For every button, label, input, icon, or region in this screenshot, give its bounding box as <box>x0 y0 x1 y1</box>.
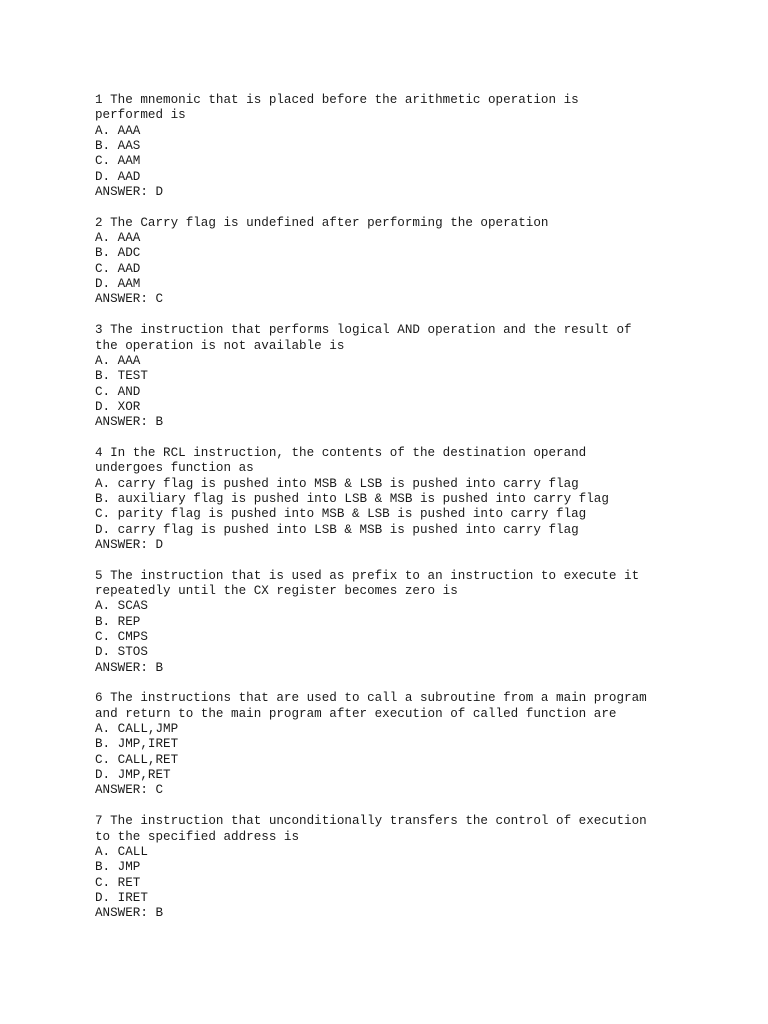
option-d: D. carry flag is pushed into LSB & MSB is pushed into carry flag <box>95 522 579 537</box>
option-c: C. RET <box>95 875 141 890</box>
option-d: D. IRET <box>95 890 148 905</box>
question-text: undergoes function as <box>95 461 254 476</box>
answer: ANSWER: C <box>95 292 164 307</box>
option-d: D. AAM <box>95 277 141 292</box>
question-text: repeatedly until the CX register becomes zero is <box>95 584 458 598</box>
question-text: 7 The instruction that unconditionally transfers the control of execution <box>95 814 647 829</box>
question-text: the operation is not available is <box>95 338 345 353</box>
answer: ANSWER: D <box>95 537 164 552</box>
question-2 <box>95 216 735 308</box>
answer: ANSWER: B <box>95 415 164 430</box>
option-a: A. AAA <box>95 123 141 138</box>
option-a: A. CALL <box>95 844 148 859</box>
question-6 <box>95 691 735 798</box>
question-text: 4 In the RCL instruction, the contents of the destination operand <box>95 445 587 460</box>
question-1 <box>95 93 735 200</box>
answer: ANSWER: D <box>95 185 164 200</box>
option-a: A. AAA <box>95 353 141 368</box>
option-b: B. auxiliary flag is pushed into LSB & MSB is pushed into carry flag <box>95 491 609 506</box>
answer: ANSWER: C <box>95 783 164 798</box>
option-b: B. AAS <box>95 139 141 154</box>
option-d: D. JMP,RET <box>95 768 171 783</box>
question-text: 2 The Carry flag is undefined after performing the operation <box>95 215 549 230</box>
option-c: C. AND <box>95 384 141 399</box>
answer: ANSWER: B <box>95 906 164 921</box>
question-7 <box>95 814 735 921</box>
option-c: C. parity flag is pushed into MSB & LSB is pushed into carry flag <box>95 507 587 522</box>
option-a: A. carry flag is pushed into MSB & LSB is pushed into carry flag <box>95 476 579 491</box>
option-a: A. CALL,JMP <box>95 722 179 737</box>
option-b: B. JMP <box>95 860 141 875</box>
option-c: C. CALL,RET <box>95 752 179 767</box>
question-4 <box>95 446 735 553</box>
option-a: A. SCAS <box>95 599 148 614</box>
option-c: C. AAD <box>95 261 141 276</box>
question-3 <box>95 323 735 430</box>
option-d: D. AAD <box>95 169 141 184</box>
question-text: to the specified address is <box>95 829 300 844</box>
option-a: A. AAA <box>95 231 141 246</box>
answer: ANSWER: B <box>95 660 164 675</box>
option-c: C. AAM <box>95 154 141 169</box>
question-text: 3 The instruction that performs logical AND operation and the result of <box>95 323 632 338</box>
option-b: B. TEST <box>95 369 148 384</box>
option-d: D. STOS <box>95 645 148 660</box>
option-b: B. JMP,IRET <box>95 737 179 752</box>
option-b: B. REP <box>95 614 141 629</box>
option-c: C. CMPS <box>95 630 148 645</box>
option-b: B. ADC <box>95 246 141 261</box>
option-d: D. XOR <box>95 399 141 414</box>
question-5 <box>95 569 735 676</box>
question-text: 1 The mnemonic that is placed before the arithmetic operation is <box>95 93 579 107</box>
document-page <box>95 93 735 937</box>
question-text: performed is <box>95 108 186 123</box>
question-text: 6 The instructions that are used to call a subroutine from a main program <box>95 691 647 706</box>
question-text: and return to the main program after execution of called function are <box>95 706 617 721</box>
question-text: 5 The instruction that is used as prefix to an instruction to execute it <box>95 568 640 583</box>
